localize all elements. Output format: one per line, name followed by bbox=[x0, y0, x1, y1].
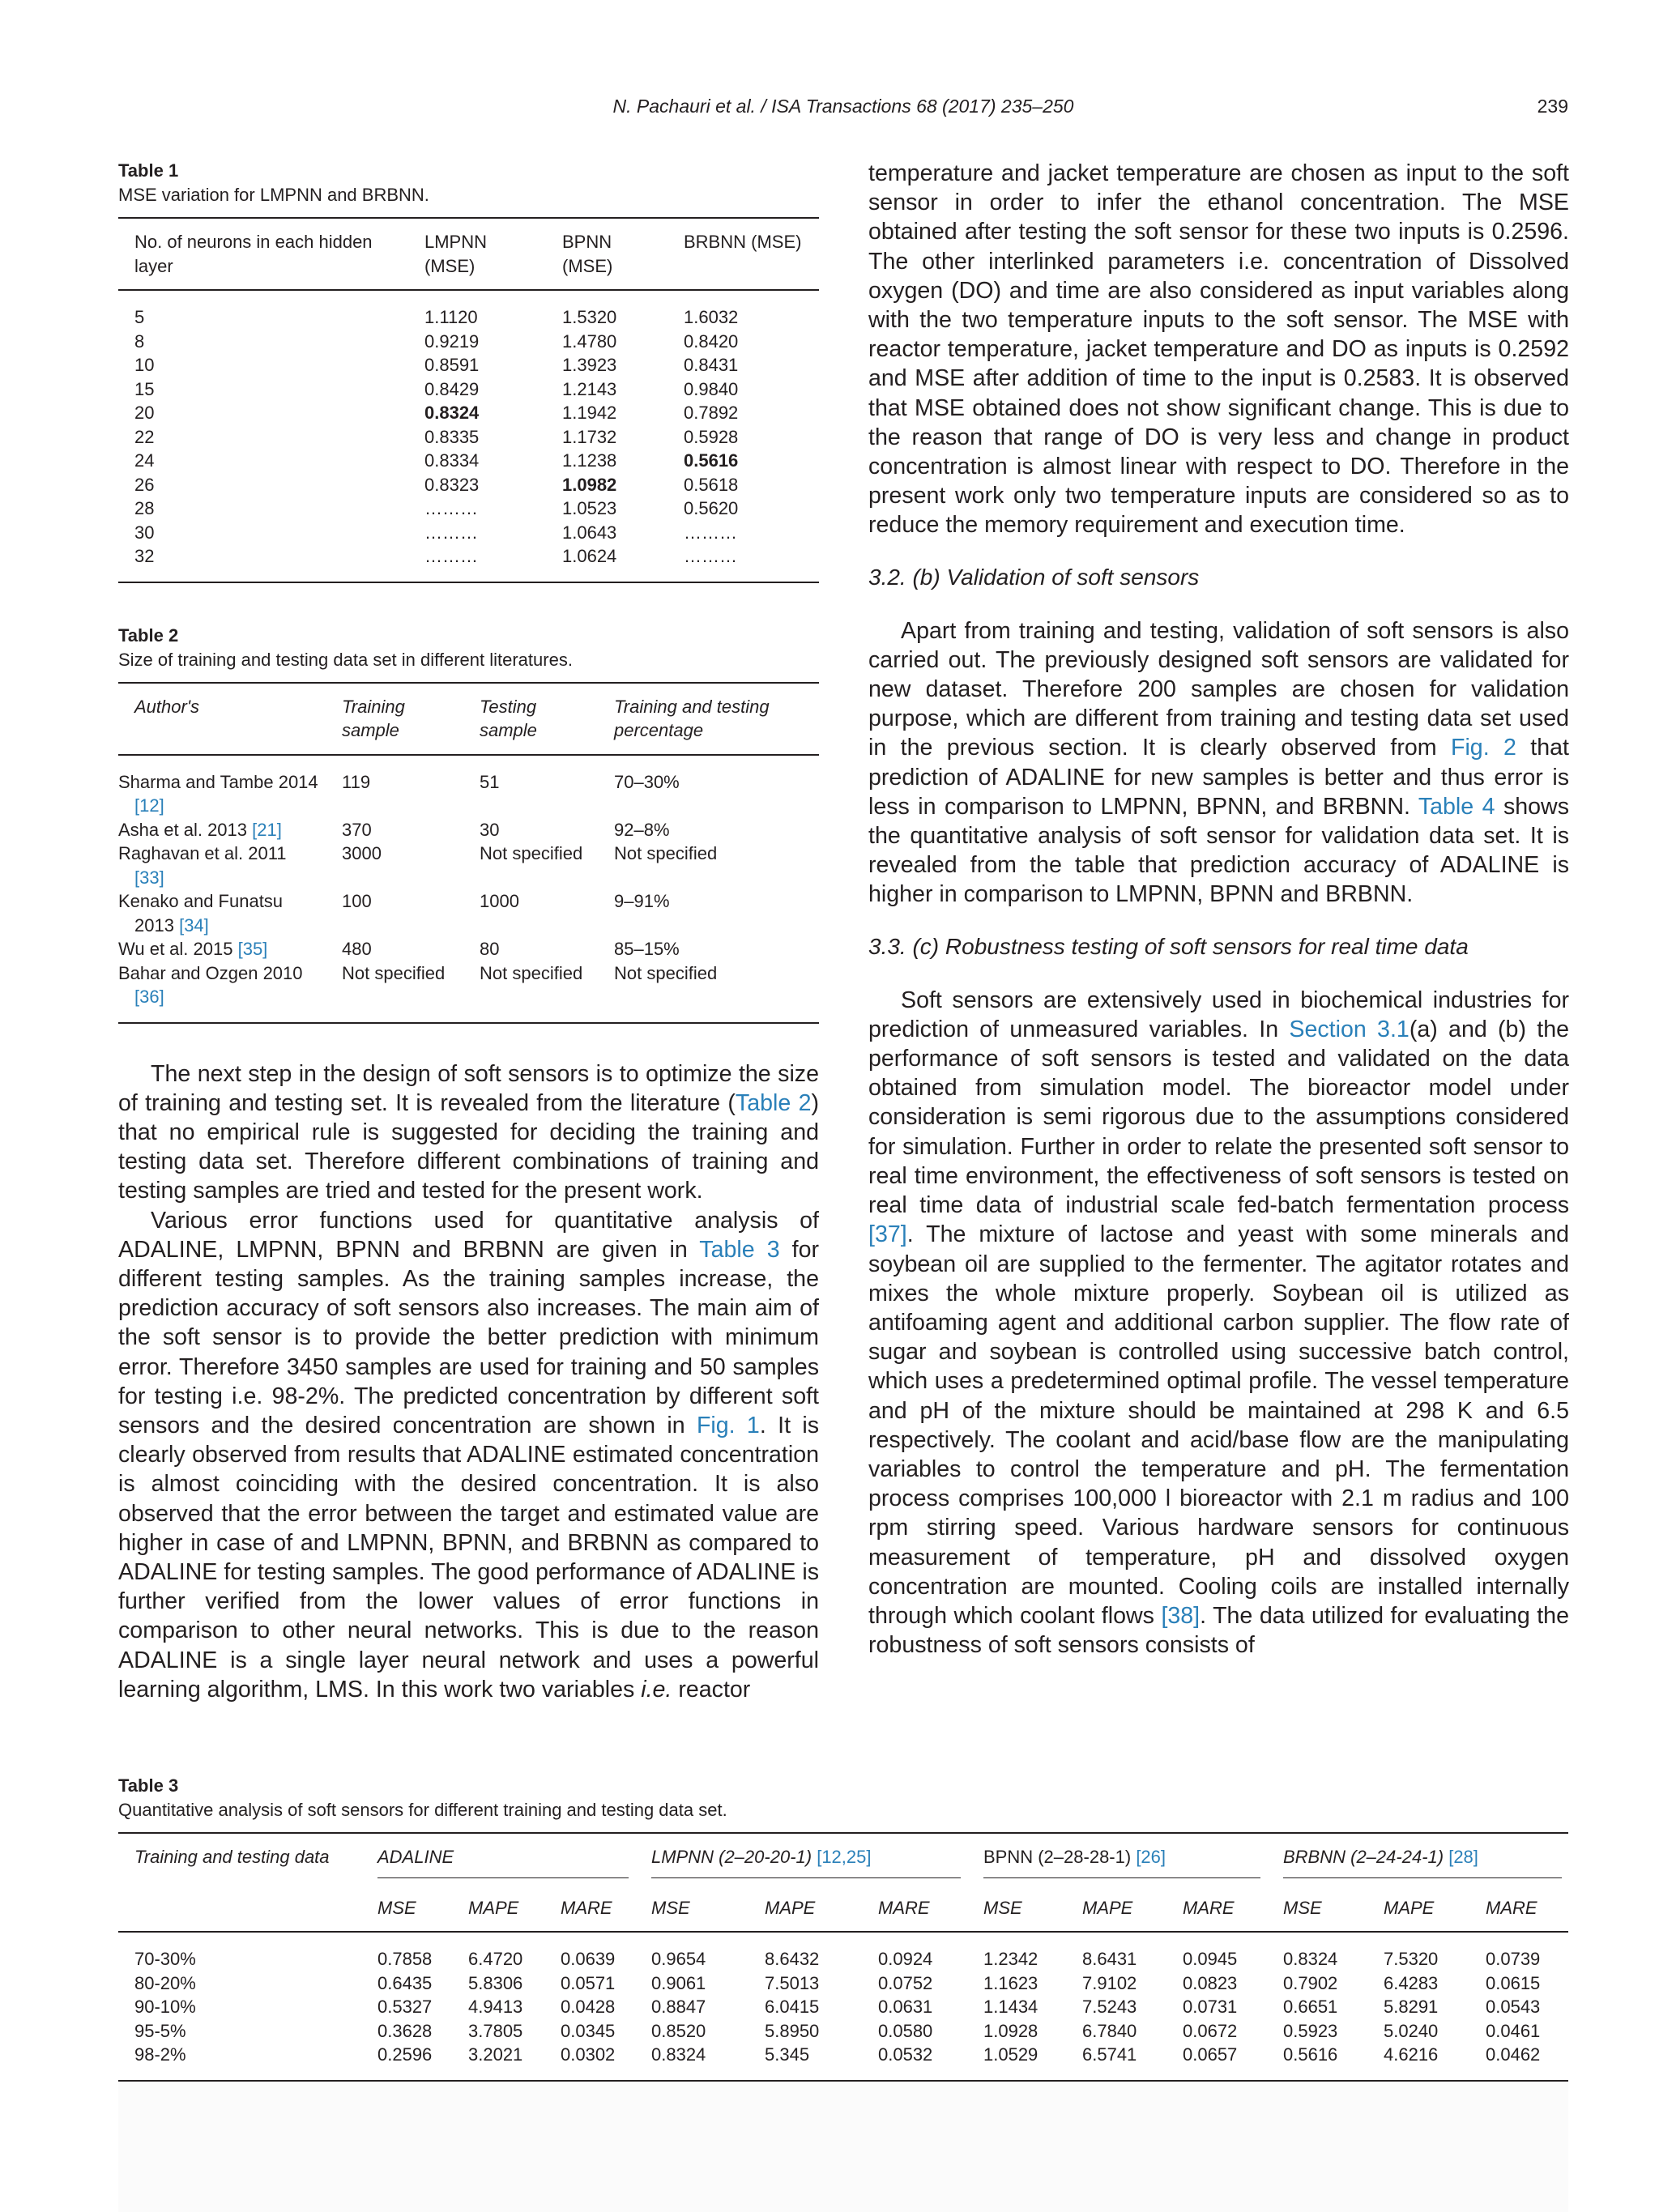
table-row bbox=[118, 449, 819, 473]
page-bottom-margin bbox=[118, 2083, 1568, 2212]
table-cell: Not specified bbox=[614, 843, 718, 863]
table3-block bbox=[118, 1774, 1568, 2082]
table-cell: 0.0615 bbox=[1486, 1972, 1541, 1993]
text-run: . The mixture of lactose and yeast with some minerals and soybean oil are supplied to the fermenter. The agitator rotates and mixes the whole mixture properly. Soybean oil is utilized as antifoaming agent and additional carbon supplier. The flow rate of sugar and soybean is controlled using successive batch control, which uses a predetermined optimal profile. The vessel temperature and pH of the mixture should be maintained at 298 K and 6.5 respectively. The coolant and acid/base flow are the manipulating variables to control the temperature and pH. The fermentation process comprises 100,000 l bioreactor with 2.1 m radius and 100 rpm stirring speed. Various hardware sensors for continuous measurement of temperature, pH and dissolved oxygen concentration are mounted. Cooling coils are installed internally through which coolant flows bbox=[868, 1221, 1569, 1629]
running-head bbox=[118, 96, 1568, 128]
table-cell: 1.2342 bbox=[983, 1949, 1038, 1969]
table-cell: 8.6432 bbox=[765, 1949, 820, 1969]
table-cell: 5.0240 bbox=[1384, 2020, 1439, 2041]
table3-group-adaline bbox=[361, 1833, 635, 1885]
ref-link[interactable]: [21] bbox=[252, 819, 282, 840]
table-cell: 1.1238 bbox=[562, 450, 617, 471]
table2-caption bbox=[118, 624, 819, 672]
right-paragraph-0: temperature and jacket temperature are chosen as input to the soft sensor in order to infer the ethanol concentration. The MSE obtained after testing the soft sensor for these two inputs is 0.2596. The other interlinked parameters i.e. concentration of Dissolved oxygen (DO) and time are also considered as input variables along with the two temperature inputs to the soft sensor. The MSE with reactor temperature, jacket temperature and DO as inputs is 0.2592 and MSE after addition of time to the input is 0.2583. It is observed that MSE obtained does not show significant change. This is due to the reason that range of DO is very less and change in product concentration is almost linear with respect to DO. Therefore in the present work only two temperature inputs are considered so as to reduce the memory requirement and execution time. bbox=[868, 160, 1569, 539]
table-cell: 0.8431 bbox=[684, 355, 739, 375]
table-cell: Not specified bbox=[342, 962, 446, 983]
author-name: Kenako and Funatsu 2013 bbox=[118, 891, 284, 936]
table-cell: 5.8950 bbox=[765, 2020, 820, 2041]
table-cell: 1.4780 bbox=[562, 330, 617, 352]
table-cell: 6.5741 bbox=[1082, 2044, 1137, 2065]
left-column bbox=[118, 159, 819, 1704]
table1-body bbox=[118, 290, 819, 582]
table3-metric-header: MSE bbox=[635, 1885, 748, 1933]
table3-label: Table 3 bbox=[118, 1775, 179, 1796]
table3-metric-header: MAPE bbox=[452, 1885, 544, 1933]
table-row bbox=[118, 1995, 1568, 2019]
section-3-2-heading: 3.2. (b) Validation of soft sensors bbox=[868, 564, 1200, 590]
table-row bbox=[118, 889, 819, 937]
group-name: LMPNN (2–20-20-1) bbox=[651, 1847, 812, 1867]
table3-metric-header: MARE bbox=[1469, 1885, 1568, 1933]
table-row bbox=[118, 842, 819, 889]
table-cell: 22 bbox=[134, 426, 155, 447]
table3 bbox=[118, 1832, 1568, 2082]
text-run: ) that no empirical rule is suggested for deciding the training and testing data set. Therefore different combinations of training and testing samples are tried and tested for the present work. bbox=[118, 1089, 820, 1204]
table-cell: 0.6435 bbox=[377, 1972, 433, 1993]
table-cell: 0.5618 bbox=[684, 474, 739, 495]
text-run: Various error functions used for quantitative analysis of ADALINE, LMPNN, BPNN and BRBNN are given in bbox=[118, 1207, 819, 1263]
table-cell: 70-30% bbox=[134, 1949, 196, 1969]
fig2-link[interactable]: Fig. 2 bbox=[1450, 735, 1516, 761]
table3-metric-header: MSE bbox=[1267, 1885, 1367, 1933]
table-cell: 5.8306 bbox=[468, 1972, 523, 1993]
table-cell: 0.0672 bbox=[1183, 2020, 1238, 2041]
table3-group-row bbox=[118, 1833, 1568, 1885]
text-run: The next step in the design of soft sensors is to optimize the size of training and testing set. It is revealed from the literature ( bbox=[118, 1060, 819, 1116]
table1-col-bpnn: BPNN (MSE) bbox=[546, 218, 667, 290]
text-run: . It is clearly observed from results that ADALINE estimated concentration is almost coinciding with the desired concentration. It is also observed that the error between the target and estimated value are higher in case of and LMPNN, BPNN, and BRBNN as compared to ADALINE for testing samples. The good performance of ADALINE is further verified from the lower values of error functions in comparison to other neural networks. This is due to the reason ADALINE is a single layer neural network and uses a powerful learning algorithm, LMS. In this work two variables bbox=[118, 1412, 819, 1703]
table-cell: 6.7840 bbox=[1082, 2020, 1137, 2041]
table-cell: 0.8324 bbox=[651, 2044, 706, 2065]
ref-link[interactable]: [28] bbox=[1448, 1847, 1478, 1867]
table-cell: 0.0462 bbox=[1486, 2044, 1541, 2065]
table-cell: ……… bbox=[684, 546, 737, 566]
table3-metric-header: MSE bbox=[361, 1885, 452, 1933]
table-cell: 0.5616 bbox=[1283, 2044, 1338, 2065]
table-cell-author bbox=[118, 755, 326, 818]
text-run: for different testing samples. As the training samples increase, the prediction accuracy of soft sensors also increases. The main aim of the soft sensor is to provide the better prediction with minimum error. Therefore 3450 samples are used for training and 50 samples for testing i.e. 98-2%. The predicted concentration by different soft sensors and the desired concentration are shown in bbox=[118, 1236, 819, 1438]
table-cell: 0.9840 bbox=[684, 378, 739, 399]
table-cell: 9–91% bbox=[614, 891, 670, 911]
table-cell: 0.0345 bbox=[561, 2020, 616, 2041]
table-cell: 0.2596 bbox=[377, 2044, 433, 2065]
table-cell: 26 bbox=[134, 474, 155, 495]
table-cell: 95-5% bbox=[134, 2020, 186, 2041]
table2-label: Table 2 bbox=[118, 624, 179, 646]
ref-link[interactable]: [12,25] bbox=[817, 1847, 872, 1867]
table3-row-header: Training and testing data bbox=[118, 1833, 361, 1932]
table-cell: 1.0928 bbox=[983, 2020, 1038, 2041]
table2-col-training: Training sample bbox=[326, 683, 463, 755]
table-cell: 3000 bbox=[342, 843, 382, 863]
table3-metric-header: MAPE bbox=[1367, 1885, 1469, 1933]
table-cell: Not specified bbox=[480, 843, 583, 863]
table-cell: 80 bbox=[480, 939, 500, 959]
group-label bbox=[983, 1845, 1260, 1878]
table-cell: 1.5320 bbox=[562, 307, 617, 327]
table-cell: 6.4283 bbox=[1384, 1972, 1439, 1993]
table-cell: 0.0543 bbox=[1486, 1997, 1541, 2017]
table-cell: 0.0631 bbox=[878, 1997, 933, 2017]
table-cell: 0.0731 bbox=[1183, 1997, 1238, 2017]
table-cell: 1.2143 bbox=[562, 378, 617, 399]
right-column bbox=[868, 159, 1569, 1660]
table-cell-author bbox=[118, 818, 326, 842]
table2-header-row bbox=[118, 683, 819, 755]
ref-37-link[interactable]: [37] bbox=[868, 1221, 907, 1248]
table2-col-author: Author's bbox=[118, 683, 326, 755]
table-cell-author bbox=[118, 937, 326, 961]
table-cell: 1.0523 bbox=[562, 498, 617, 518]
table-cell: 370 bbox=[342, 819, 372, 840]
table2 bbox=[118, 682, 819, 1024]
author-name: Raghavan et al. 2011 bbox=[118, 843, 287, 863]
table2-col-testing: Testing sample bbox=[463, 683, 598, 755]
table-cell: 0.9061 bbox=[651, 1972, 706, 1993]
table2-link[interactable]: Table 2 bbox=[735, 1089, 812, 1116]
group-name: BRBNN (2–24-24-1) bbox=[1283, 1847, 1444, 1867]
table-cell: 0.8847 bbox=[651, 1997, 706, 2017]
table-cell: 1.6032 bbox=[684, 307, 739, 327]
table-cell: 7.5013 bbox=[765, 1972, 820, 1993]
table1-caption-text: MSE variation for LMPNN and BRBNN. bbox=[118, 185, 429, 205]
table-cell: 0.0428 bbox=[561, 1997, 616, 2017]
table-cell: 0.0639 bbox=[561, 1949, 616, 1969]
author-name: Sharma and Tambe 2014 bbox=[118, 771, 318, 792]
table3-metric-header: MSE bbox=[967, 1885, 1066, 1933]
table-cell: 0.7902 bbox=[1283, 1972, 1338, 1993]
table-row bbox=[118, 497, 819, 521]
table3-link[interactable]: Table 3 bbox=[699, 1236, 780, 1263]
text-run: Soft sensors are extensively used in biochemical industries for prediction of unmeasured variables. In bbox=[868, 987, 1569, 1042]
right-paragraph-1 bbox=[868, 616, 1569, 910]
author-name: Wu et al. 2015 bbox=[118, 939, 233, 959]
table-cell: 8 bbox=[134, 330, 145, 352]
author-name: Bahar and Ozgen 2010 bbox=[118, 962, 303, 983]
table-cell: 1000 bbox=[480, 891, 519, 911]
table-cell: 0.5620 bbox=[684, 498, 739, 518]
table-cell: 1.0643 bbox=[562, 522, 617, 543]
table-cell: 0.0461 bbox=[1486, 2020, 1541, 2041]
table-cell: 0.8420 bbox=[684, 330, 739, 352]
table-cell: 0.7858 bbox=[377, 1949, 433, 1969]
text-run: shows the quantitative analysis of soft sensor for validation data set. It is revealed from the table that prediction accuracy of ADALINE is higher in comparison to LMPNN, BPNN and BRBNN. bbox=[868, 793, 1569, 908]
table-cell: 51 bbox=[480, 771, 500, 792]
table-cell: 480 bbox=[342, 939, 372, 959]
table-row bbox=[118, 290, 819, 330]
table-cell-author bbox=[118, 842, 326, 889]
table-cell: 0.0752 bbox=[878, 1972, 933, 1993]
table-row bbox=[118, 473, 819, 497]
table-cell: 7.9102 bbox=[1082, 1972, 1137, 1993]
table2-col-percentage: Training and testing percentage bbox=[598, 683, 819, 755]
text-run: (a) and (b) the performance of soft sensors is tested and validated on the data obtained from simulation model. The bioreactor model under consideration is semi rigorous due to the assumptions considered for simulation. Further in order to relate the presented soft sensor to real time environment, the effectiveness of soft sensors is tested on real time data of industrial scale fed-batch fermentation process bbox=[868, 1016, 1569, 1219]
group-label bbox=[651, 1845, 961, 1878]
table-cell: 0.9219 bbox=[424, 330, 480, 352]
table1-col-brbnn: BRBNN (MSE) bbox=[667, 218, 819, 290]
table-cell: ……… bbox=[424, 498, 478, 518]
table-row bbox=[118, 401, 819, 425]
table-cell: 10 bbox=[134, 355, 155, 375]
table-cell: 80-20% bbox=[134, 1972, 196, 1993]
table-cell: 5.8291 bbox=[1384, 1997, 1439, 2017]
table-row bbox=[118, 961, 819, 1023]
section-3-3-heading: 3.3. (c) Robustness testing of soft sensors for real time data bbox=[868, 933, 1469, 959]
table-cell: 0.0580 bbox=[878, 2020, 933, 2041]
table-row bbox=[118, 1971, 1568, 1996]
table-cell: 0.0657 bbox=[1183, 2044, 1238, 2065]
table-cell: 1.1120 bbox=[424, 307, 478, 327]
table-row bbox=[118, 330, 819, 354]
group-label: ADALINE bbox=[377, 1845, 629, 1878]
section-3-1-link[interactable]: Section 3.1 bbox=[1289, 1016, 1410, 1042]
left-paragraph-2 bbox=[118, 1206, 819, 1704]
table-row bbox=[118, 521, 819, 545]
table-cell: 3.7805 bbox=[468, 2020, 523, 2041]
table-cell: 0.5923 bbox=[1283, 2020, 1338, 2041]
table4-link[interactable]: Table 4 bbox=[1418, 793, 1495, 820]
table-cell: 1.3923 bbox=[562, 355, 617, 375]
table3-group-bpnn bbox=[967, 1833, 1267, 1885]
table-cell: 0.8591 bbox=[424, 355, 480, 375]
table-cell: 0.5616 bbox=[684, 450, 739, 471]
table-cell: 7.5243 bbox=[1082, 1997, 1137, 2017]
table-cell: 1.0529 bbox=[983, 2044, 1038, 2065]
table-cell: 0.0532 bbox=[878, 2044, 933, 2065]
table-cell: Not specified bbox=[614, 962, 718, 983]
table1-label: Table 1 bbox=[118, 160, 179, 181]
table3-metric-header: MAPE bbox=[1066, 1885, 1166, 1933]
ref-link[interactable]: [34] bbox=[179, 914, 209, 936]
table1-col-neurons: No. of neurons in each hidden layer bbox=[118, 218, 408, 290]
table-cell: 3.2021 bbox=[468, 2044, 523, 2065]
table-cell-author bbox=[118, 889, 326, 937]
table-cell: 119 bbox=[342, 771, 371, 792]
table-cell: 70–30% bbox=[614, 771, 680, 792]
table3-metric-header: MARE bbox=[862, 1885, 967, 1933]
table3-caption bbox=[118, 1774, 1568, 1822]
right-body-text bbox=[868, 159, 1569, 1660]
table3-body bbox=[118, 1932, 1568, 2081]
table-cell: 0.0823 bbox=[1183, 1972, 1238, 1993]
table-cell: 1.1732 bbox=[562, 426, 617, 447]
table-cell: 0.8324 bbox=[424, 403, 480, 423]
table-cell: 0.9654 bbox=[651, 1949, 706, 1969]
left-paragraph-1 bbox=[118, 1059, 819, 1206]
table-cell: 1.1623 bbox=[983, 1972, 1038, 1993]
table-cell: 4.6216 bbox=[1384, 2044, 1439, 2065]
text-run: i.e. bbox=[641, 1676, 672, 1703]
table-row bbox=[118, 755, 819, 818]
table-cell: 0.8334 bbox=[424, 450, 480, 471]
table-cell: 5 bbox=[134, 307, 145, 327]
table3-metric-header: MARE bbox=[544, 1885, 635, 1933]
table-cell: 6.4720 bbox=[468, 1949, 523, 1969]
table-cell: 0.0945 bbox=[1183, 1949, 1238, 1969]
page-number: 239 bbox=[1537, 96, 1568, 117]
table-row bbox=[118, 2019, 1568, 2044]
table-cell: ……… bbox=[684, 522, 737, 543]
table1-header-row bbox=[118, 218, 819, 290]
table-cell: 0.5928 bbox=[684, 426, 739, 447]
table-cell: 30 bbox=[134, 522, 155, 543]
author-name: Asha et al. 2013 bbox=[118, 819, 248, 840]
table-cell: 0.6651 bbox=[1283, 1997, 1338, 2017]
table1-caption bbox=[118, 159, 819, 207]
table-row bbox=[118, 544, 819, 582]
right-paragraph-2 bbox=[868, 986, 1569, 1660]
ref-link[interactable]: [12] bbox=[134, 795, 164, 816]
table-cell: 85–15% bbox=[614, 939, 680, 959]
ref-link[interactable]: [26] bbox=[1136, 1847, 1166, 1867]
table-cell: 8.6431 bbox=[1082, 1949, 1137, 1969]
left-body-text bbox=[118, 1059, 819, 1704]
table-cell: 98-2% bbox=[134, 2044, 186, 2065]
table-cell: 6.0415 bbox=[765, 1997, 820, 2017]
table2-body bbox=[118, 755, 819, 1023]
table-cell: 28 bbox=[134, 498, 155, 518]
table-row bbox=[118, 2043, 1568, 2081]
table-cell: 0.0739 bbox=[1486, 1949, 1541, 1969]
table-cell: 0.7892 bbox=[684, 403, 739, 423]
table-cell: 20 bbox=[134, 403, 155, 423]
group-label bbox=[1283, 1845, 1562, 1878]
table-cell: 0.8520 bbox=[651, 2020, 706, 2041]
text-run: . The data utilized for evaluating the robustness of soft sensors consists of bbox=[868, 1602, 1569, 1659]
table2-caption-text: Size of training and testing data set in different literatures. bbox=[118, 649, 573, 670]
text-run: Apart from training and testing, validation of soft sensors is also carried out. The previously designed soft sensors are validated for new dataset. Therefore 200 samples are chosen for validation purpose, which are different from training and testing data set used in the previous section. It is clearly observed from bbox=[868, 617, 1569, 761]
ref-link[interactable]: [35] bbox=[237, 939, 268, 959]
table-cell: 100 bbox=[342, 891, 372, 911]
table-cell: 0.8335 bbox=[424, 426, 480, 447]
text-run: that prediction of ADALINE for new samples is better and thus error is less in comparison to LMPNN, BPNN, and BRBNN. bbox=[868, 735, 1570, 820]
table-cell: 0.8324 bbox=[1283, 1949, 1338, 1969]
table3-group-brbnn bbox=[1267, 1833, 1568, 1885]
table1-col-lmpnn: LMPNN (MSE) bbox=[408, 218, 546, 290]
table-cell: 24 bbox=[134, 450, 155, 471]
table-cell: 1.1942 bbox=[562, 403, 617, 423]
table3-group-lmpnn bbox=[635, 1833, 967, 1885]
table-cell: 90-10% bbox=[134, 1997, 196, 2017]
table-cell: ……… bbox=[424, 522, 478, 543]
table-cell: 30 bbox=[480, 819, 500, 840]
table-cell: 1.0982 bbox=[562, 474, 617, 495]
ref-link[interactable]: [33] bbox=[134, 867, 164, 888]
table-cell-author bbox=[118, 961, 326, 1023]
table-cell: 1.1434 bbox=[983, 1997, 1038, 2017]
table-cell: 0.8323 bbox=[424, 474, 480, 495]
table1 bbox=[118, 217, 819, 583]
table3-metric-header: MAPE bbox=[748, 1885, 862, 1933]
group-name: BPNN (2–28-28-1) bbox=[983, 1847, 1132, 1867]
table-cell: 0.5327 bbox=[377, 1997, 433, 2017]
table-cell: 5.345 bbox=[765, 2044, 810, 2065]
table-cell: 32 bbox=[134, 546, 155, 566]
table-row bbox=[118, 353, 819, 377]
table-row bbox=[118, 1932, 1568, 1971]
running-title: N. Pachauri et al. / ISA Transactions 68 (2017) 235–250 bbox=[612, 96, 1074, 117]
table-cell: 7.5320 bbox=[1384, 1949, 1439, 1969]
table-cell: 15 bbox=[134, 378, 155, 399]
fig1-link[interactable]: Fig. 1 bbox=[696, 1412, 760, 1438]
ref-38-link[interactable]: [38] bbox=[1161, 1602, 1201, 1629]
table-row bbox=[118, 425, 819, 450]
table-cell: Not specified bbox=[480, 962, 583, 983]
table-cell: 0.8429 bbox=[424, 378, 480, 399]
table3-metric-header: MARE bbox=[1166, 1885, 1267, 1933]
table-cell: 1.0624 bbox=[562, 546, 617, 566]
table-cell: 0.3628 bbox=[377, 2020, 433, 2041]
ref-link[interactable]: [36] bbox=[134, 987, 164, 1007]
table-cell: 0.0571 bbox=[561, 1972, 616, 1993]
table-row bbox=[118, 377, 819, 402]
table-cell: 0.0302 bbox=[561, 2044, 616, 2065]
table-row bbox=[118, 818, 819, 842]
text-run: reactor bbox=[672, 1676, 751, 1703]
table-cell: 0.0924 bbox=[878, 1949, 933, 1969]
table-cell: 92–8% bbox=[614, 819, 670, 840]
table-row bbox=[118, 937, 819, 961]
table3-caption-text: Quantitative analysis of soft sensors for different training and testing data set. bbox=[118, 1800, 727, 1820]
table-cell: 4.9413 bbox=[468, 1997, 523, 2017]
table-cell: ……… bbox=[424, 546, 478, 566]
